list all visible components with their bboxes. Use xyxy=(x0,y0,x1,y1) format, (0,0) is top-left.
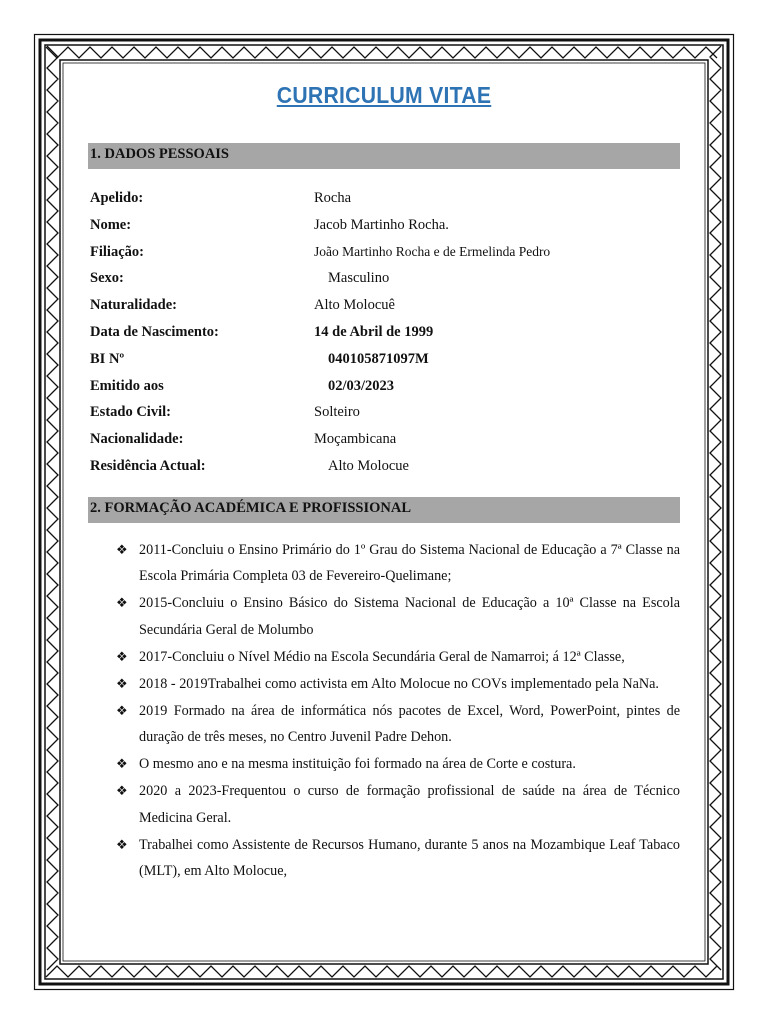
cv-document xyxy=(88,78,680,885)
field-label: Residência Actual: xyxy=(90,457,206,474)
list-item xyxy=(88,832,680,885)
list-item-text: Trabalhei como Assistente de Recursos Humano, durante 5 anos na Mozambique Leaf Tabaco (MLT), em Alto Molocue, xyxy=(139,836,680,880)
field-row-naturalidade xyxy=(88,292,680,319)
field-row-bi xyxy=(88,346,680,373)
field-label: Nacionalidade: xyxy=(90,431,184,448)
document-title: CURRICULUM VITAE xyxy=(276,82,492,108)
field-row-data-nascimento xyxy=(88,319,680,346)
zigzag-left xyxy=(47,46,58,970)
list-item xyxy=(88,698,680,751)
field-label: Naturalidade: xyxy=(90,297,177,314)
field-row-sexo xyxy=(88,265,680,292)
zigzag-bottom xyxy=(46,966,717,977)
list-item xyxy=(88,778,680,831)
field-label: Sexo: xyxy=(90,270,124,287)
diamond-bullet-icon: ❖ xyxy=(116,783,128,799)
field-row-nacionalidade xyxy=(88,426,680,453)
field-label: BI Nº xyxy=(90,350,125,367)
field-value: Alto Molocuê xyxy=(314,297,395,314)
zigzag-right xyxy=(710,46,721,970)
zigzag-top xyxy=(46,47,717,58)
list-item xyxy=(88,537,680,590)
section-heading-formacao: 2. FORMAÇÃO ACADÉMICA E PROFISSIONAL xyxy=(88,497,680,523)
field-label: Emitido aos xyxy=(90,377,164,394)
field-value: Rocha xyxy=(314,190,352,206)
diamond-bullet-icon: ❖ xyxy=(116,675,128,691)
formacao-list xyxy=(88,537,680,885)
field-value: 02/03/2023 xyxy=(328,377,395,394)
list-item xyxy=(88,644,680,671)
field-value: 040105871097M xyxy=(328,350,429,367)
list-item-text: 2011-Concluiu o Ensino Primário do 1º Grau do Sistema Nacional de Educação a 7ª Classe na Escola Primária Completa 03 de Fevereiro-Quelimane; xyxy=(139,541,680,585)
diamond-bullet-icon: ❖ xyxy=(116,595,128,611)
field-label: Filiação: xyxy=(90,243,144,260)
field-value: Solteiro xyxy=(314,404,360,421)
section-heading-dados-pessoais: 1. DADOS PESSOAIS xyxy=(88,143,680,169)
list-item-text: 2020 a 2023-Frequentou o curso de formação profissional de saúde na área de Técnico Medicina Geral. xyxy=(139,783,680,826)
field-row-nome xyxy=(88,212,680,239)
field-value: Moçambicana xyxy=(314,431,397,448)
field-label: Data de Nascimento: xyxy=(90,323,219,340)
field-row-filiacao xyxy=(88,239,680,266)
field-value: 14 de Abril de 1999 xyxy=(314,323,434,340)
field-row-apelido xyxy=(88,185,680,212)
field-label: Nome: xyxy=(90,216,132,233)
list-item-text: 2017-Concluiu o Nível Médio na Escola Secundária Geral de Namarroi; á 12ª Classe, xyxy=(139,648,625,665)
diamond-bullet-icon: ❖ xyxy=(116,648,128,664)
diamond-bullet-icon: ❖ xyxy=(116,756,128,772)
list-item-text: 2018 - 2019Trabalhei como activista em Alto Molocue no COVs implementado pela NaNa. xyxy=(139,675,659,692)
list-item xyxy=(88,751,680,778)
personal-details xyxy=(88,185,680,480)
field-label: Apelido: xyxy=(90,190,144,206)
field-value: Jacob Martinho Rocha. xyxy=(314,216,449,233)
diamond-bullet-icon: ❖ xyxy=(116,702,128,718)
diamond-bullet-icon: ❖ xyxy=(116,541,128,557)
list-item xyxy=(88,590,680,643)
list-item-text: O mesmo ano e na mesma instituição foi formado na área de Corte e costura. xyxy=(139,756,576,773)
field-row-emitido xyxy=(88,373,680,400)
field-row-estado-civil xyxy=(88,399,680,426)
field-value: Masculino xyxy=(328,270,390,287)
field-label: Estado Civil: xyxy=(90,404,171,421)
diamond-bullet-icon: ❖ xyxy=(116,836,128,852)
list-item-text: 2015-Concluiu o Ensino Básico do Sistema Nacional de Educação a 10ª Classe na Escola Secundária Geral de Molumbo xyxy=(139,595,680,638)
list-item-text: 2019 Formado na área de informática nós pacotes de Excel, Word, PowerPoint, pintes de duração de três meses, no Centro Juvenil Padre Dehon. xyxy=(139,702,680,746)
field-value: Alto Molocue xyxy=(328,457,409,474)
field-value: João Martinho Rocha e de Ermelinda Pedro xyxy=(314,243,551,259)
field-row-residencia xyxy=(88,453,680,480)
list-item xyxy=(88,671,680,698)
